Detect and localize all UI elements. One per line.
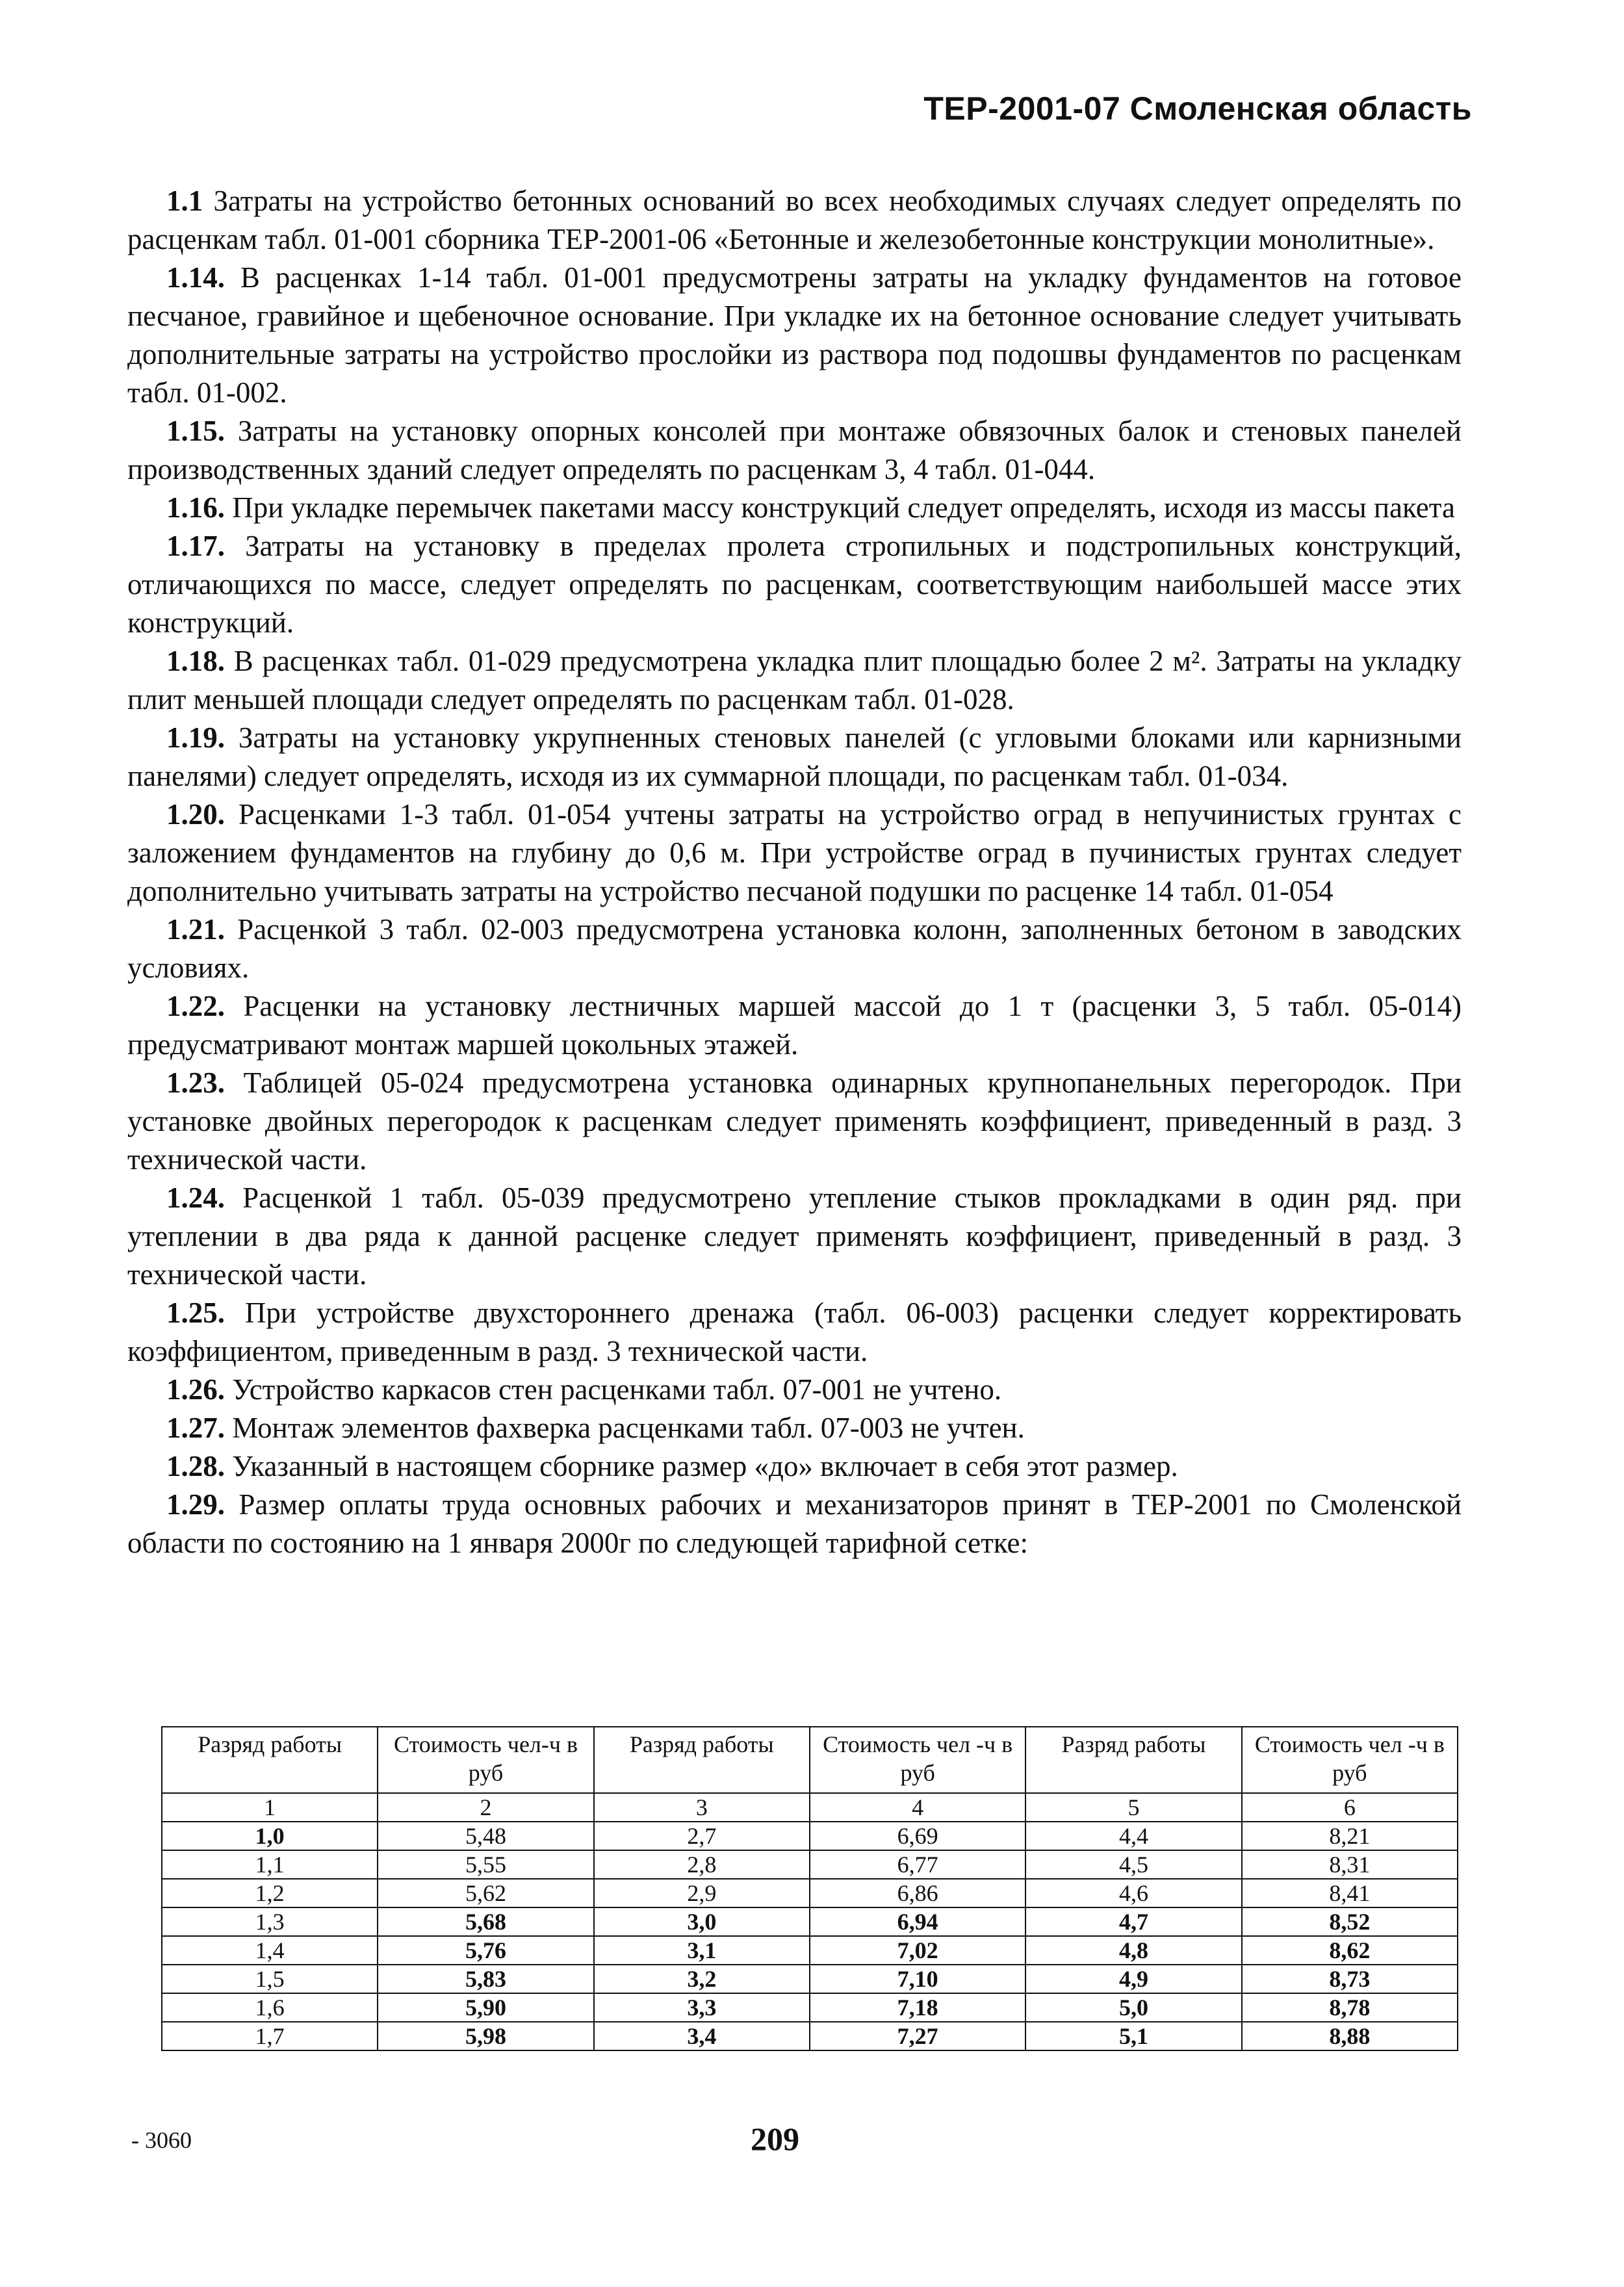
paragraph-text: Размер оплаты труда основных рабочих и механизаторов принят в ТЕР-2001 по Смоленской области по состоянию на 1 января 2000г по следующей тарифной сетке: <box>127 1488 1462 1559</box>
table-cell: 8,41 <box>1242 1879 1458 1907</box>
table-row <box>162 1850 1458 1879</box>
table-cell: 6,94 <box>810 1907 1025 1936</box>
table-cell: 1,2 <box>162 1879 378 1907</box>
table-cell: 8,88 <box>1242 2022 1458 2050</box>
column-number-cell: 4 <box>810 1793 1025 1822</box>
paragraph-1-29 <box>127 1486 1462 1562</box>
table-cell: 5,68 <box>378 1907 593 1936</box>
paragraph-1-20 <box>127 795 1462 911</box>
table-row <box>162 1936 1458 1965</box>
paragraph-1-23 <box>127 1064 1462 1179</box>
paragraph-1-19 <box>127 719 1462 795</box>
paragraph-number: 1.17. <box>166 530 225 562</box>
table-cell: 5,55 <box>378 1850 593 1879</box>
table-cell: 8,78 <box>1242 1993 1458 2022</box>
table-row <box>162 1822 1458 1850</box>
table-row <box>162 1965 1458 1993</box>
tariff-table <box>161 1726 1458 2051</box>
tariff-table-wrapper <box>161 1726 1458 2051</box>
paragraph-1-28 <box>127 1447 1462 1486</box>
table-cell: 2,7 <box>594 1822 810 1850</box>
paragraph-1-25 <box>127 1294 1462 1371</box>
header-cell: Стоимость чел-ч в руб <box>378 1727 593 1793</box>
table-cell: 8,21 <box>1242 1822 1458 1850</box>
paragraph-text: Расценки на установку лестничных маршей массой до 1 т (расценки 3, 5 табл. 05-014) предусматривают монтаж маршей цокольных этажей. <box>127 990 1462 1061</box>
header-cell: Разряд работы <box>162 1727 378 1793</box>
table-header-row <box>162 1727 1458 1793</box>
column-number-row <box>162 1793 1458 1822</box>
paragraph-text: Монтаж элементов фахверка расценками табл. 07-003 не учтен. <box>225 1412 1025 1444</box>
table-cell: 1,7 <box>162 2022 378 2050</box>
table-cell: 8,31 <box>1242 1850 1458 1879</box>
paragraph-text: Расценкой 3 табл. 02-003 предусмотрена установка колонн, заполненных бетоном в заводских условиях. <box>127 913 1462 984</box>
paragraph-text: В расценках табл. 01-029 предусмотрена укладка плит площадью более 2 м². Затраты на укладку плит меньшей площади следует определять по расценкам табл. 01-028. <box>127 645 1462 716</box>
paragraph-text: Затраты на установку опорных консолей при монтаже обвязочных балок и стеновых панелей производственных зданий следует определять по расценкам 3, 4 табл. 01-044. <box>127 415 1462 485</box>
paragraph-number: 1.23. <box>166 1066 225 1099</box>
table-row <box>162 2022 1458 2050</box>
paragraph-1-26 <box>127 1371 1462 1409</box>
table-cell: 5,1 <box>1025 2022 1241 2050</box>
paragraph-text: В расценках 1-14 табл. 01-001 предусмотрены затраты на укладку фундаментов на готовое песчаное, гравийное и щебеночное основание. При укладке их на бетонное основание следует учитывать дополнительные затраты на устройство прослойки из раствора под подошвы фундаментов по расценкам табл. 01-002. <box>127 261 1462 409</box>
paragraph-number: 1.1 <box>166 185 203 217</box>
header-cell: Разряд работы <box>1025 1727 1241 1793</box>
table-cell: 7,10 <box>810 1965 1025 1993</box>
table-cell: 4,5 <box>1025 1850 1241 1879</box>
paragraph-1-21 <box>127 911 1462 987</box>
paragraph-text: Затраты на установку укрупненных стеновых панелей (с угловыми блоками или карнизными панелями) следует определять, исходя из их суммарной площади, по расценкам табл. 01-034. <box>127 721 1462 792</box>
table-cell: 5,76 <box>378 1936 593 1965</box>
table-cell: 1,0 <box>162 1822 378 1850</box>
table-cell: 5,90 <box>378 1993 593 2022</box>
table-cell: 5,62 <box>378 1879 593 1907</box>
paragraph-text: Затраты на устройство бетонных оснований во всех необходимых случаях следует определять по расценкам табл. 01-001 сборника ТЕР-2001-06 «Бетонные и железобетонные конструкции монолитные». <box>127 185 1462 255</box>
table-cell: 7,02 <box>810 1936 1025 1965</box>
paragraph-text: Указанный в настоящем сборнике размер «до» включает в себя этот размер. <box>225 1450 1178 1482</box>
paragraph-number: 1.22. <box>166 990 225 1022</box>
column-number-cell: 5 <box>1025 1793 1241 1822</box>
table-cell: 3,0 <box>594 1907 810 1936</box>
table-cell: 3,4 <box>594 2022 810 2050</box>
table-cell: 8,73 <box>1242 1965 1458 1993</box>
table-cell: 4,9 <box>1025 1965 1241 1993</box>
table-cell: 6,69 <box>810 1822 1025 1850</box>
paragraph-number: 1.21. <box>166 913 225 946</box>
paragraph-text: При укладке перемычек пакетами массу конструкций следует определять, исходя из массы пакета <box>225 491 1455 524</box>
paragraph-1-1 <box>127 182 1462 259</box>
table-cell: 2,8 <box>594 1850 810 1879</box>
table-cell: 3,1 <box>594 1936 810 1965</box>
table-cell: 1,1 <box>162 1850 378 1879</box>
header-cell: Стоимость чел -ч в руб <box>1242 1727 1458 1793</box>
table-cell: 1,5 <box>162 1965 378 1993</box>
paragraph-number: 1.16. <box>166 491 225 524</box>
footer-code: - 3060 <box>131 2127 192 2153</box>
paragraph-text: Расценками 1-3 табл. 01-054 учтены затраты на устройство оград в непучинистых грунтах с заложением фундаментов на глубину до 0,6 м. При устройстве оград в пучинистых грунтах следует дополнительно учитывать затраты на устройство песчаной подушки по расценке 14 табл. 01-054 <box>127 798 1462 907</box>
table-cell: 5,0 <box>1025 1993 1241 2022</box>
paragraph-text: При устройстве двухстороннего дренажа (табл. 06-003) расценки следует корректировать коэффициентом, приведенным в разд. 3 технической части. <box>127 1297 1462 1367</box>
column-number-cell: 2 <box>378 1793 593 1822</box>
paragraph-1-17 <box>127 527 1462 642</box>
page-number: 209 <box>751 2121 799 2157</box>
table-row <box>162 1907 1458 1936</box>
paragraph-1-27 <box>127 1409 1462 1447</box>
paragraph-1-15 <box>127 412 1462 489</box>
table-cell: 2,9 <box>594 1879 810 1907</box>
table-cell: 8,62 <box>1242 1936 1458 1965</box>
paragraph-number: 1.14. <box>166 261 225 294</box>
table-cell: 6,77 <box>810 1850 1025 1879</box>
table-cell: 5,83 <box>378 1965 593 1993</box>
table-cell: 7,27 <box>810 2022 1025 2050</box>
paragraph-number: 1.19. <box>166 721 225 754</box>
paragraph-text: Устройство каркасов стен расценками табл. 07-001 не учтено. <box>225 1373 1002 1406</box>
paragraph-1-24 <box>127 1179 1462 1294</box>
paragraph-number: 1.20. <box>166 798 225 831</box>
table-cell: 1,6 <box>162 1993 378 2022</box>
header-cell: Стоимость чел -ч в руб <box>810 1727 1025 1793</box>
paragraph-1-14 <box>127 259 1462 412</box>
paragraph-number: 1.18. <box>166 645 225 677</box>
paragraph-text: Расценкой 1 табл. 05-039 предусмотрено утепление стыков прокладками в один ряд. при утеплении в два ряда к данной расценке следует применять коэффициент, приведенный в разд. 3 технической части. <box>127 1182 1462 1291</box>
paragraph-number: 1.28. <box>166 1450 225 1482</box>
paragraph-number: 1.29. <box>166 1488 225 1521</box>
table-cell: 4,4 <box>1025 1822 1241 1850</box>
paragraph-text: Таблицей 05-024 предусмотрена установка одинарных крупнопанельных перегородок. При установке двойных перегородок к расценкам следует применять коэффициент, приведенный в разд. 3 технической части. <box>127 1066 1462 1176</box>
table-cell: 1,3 <box>162 1907 378 1936</box>
page-header-title: ТЕР-2001-07 Смоленская область <box>923 90 1472 127</box>
table-cell: 5,48 <box>378 1822 593 1850</box>
column-number-cell: 3 <box>594 1793 810 1822</box>
table-cell: 4,7 <box>1025 1907 1241 1936</box>
table-body <box>162 1793 1458 2050</box>
table-row <box>162 1993 1458 2022</box>
paragraph-number: 1.15. <box>166 415 225 447</box>
paragraph-1-22 <box>127 987 1462 1064</box>
table-cell: 8,52 <box>1242 1907 1458 1936</box>
table-row <box>162 1879 1458 1907</box>
column-number-cell: 6 <box>1242 1793 1458 1822</box>
table-cell: 1,4 <box>162 1936 378 1965</box>
paragraph-1-18 <box>127 642 1462 719</box>
table-cell: 4,6 <box>1025 1879 1241 1907</box>
table-cell: 4,8 <box>1025 1936 1241 1965</box>
table-cell: 7,18 <box>810 1993 1025 2022</box>
paragraph-text: Затраты на установку в пределах пролета стропильных и подстропильных конструкций, отличающихся по массе, следует определять по расценкам, соответствующим наибольшей массе этих конструкций. <box>127 530 1462 639</box>
table-cell: 6,86 <box>810 1879 1025 1907</box>
paragraph-1-16 <box>127 489 1462 527</box>
header-cell: Разряд работы <box>594 1727 810 1793</box>
column-number-cell: 1 <box>162 1793 378 1822</box>
paragraph-number: 1.24. <box>166 1182 225 1214</box>
paragraph-number: 1.25. <box>166 1297 225 1329</box>
table-cell: 3,2 <box>594 1965 810 1993</box>
table-cell: 3,3 <box>594 1993 810 2022</box>
paragraph-number: 1.26. <box>166 1373 225 1406</box>
paragraph-number: 1.27. <box>166 1412 225 1444</box>
body-text <box>127 182 1462 1562</box>
table-cell: 5,98 <box>378 2022 593 2050</box>
